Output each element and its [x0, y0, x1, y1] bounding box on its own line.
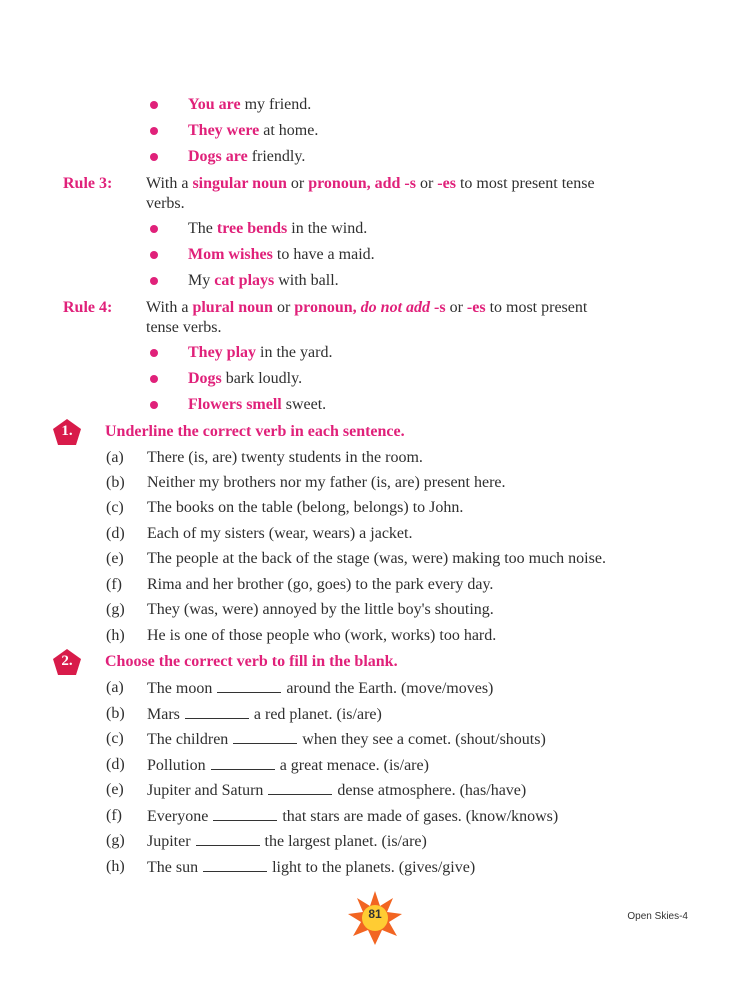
bullet-dot [150, 277, 158, 285]
answer-blank[interactable] [211, 755, 275, 770]
bullet-dot [150, 101, 158, 109]
rule3-label: Rule 3: [63, 175, 113, 192]
exercise1-number: 1. [61, 423, 73, 439]
book-series: Open Skies-4 [627, 911, 688, 922]
rule3-text: With a singular noun or pronoun, add -s or -es to most present tense verbs. [146, 175, 595, 212]
exercise2-number: 2. [61, 653, 73, 669]
bullet-dot [150, 401, 158, 409]
bullet-text: at home. [259, 122, 319, 139]
exercise1-badge [52, 418, 82, 446]
rule4-text: With a plural noun or pronoun, do not add -s or -es to most present tense verbs. [146, 299, 588, 336]
answer-blank[interactable] [185, 704, 249, 719]
exercise1-title: Underline the correct verb in each sentence. [105, 423, 405, 440]
bullet-text: friendly. [247, 148, 306, 165]
exercise2-title: Choose the correct verb to fill in the blank. [105, 653, 398, 670]
bullet-dot [150, 225, 158, 233]
answer-blank[interactable] [233, 729, 297, 744]
answer-blank[interactable] [213, 806, 277, 821]
rule4-label: Rule 4: [63, 299, 113, 316]
bullet-dot [150, 153, 158, 161]
bullet-bold: Dogs are [188, 148, 248, 165]
page-number: 81 [368, 907, 382, 921]
exercise2-badge [52, 648, 82, 676]
answer-blank[interactable] [217, 678, 281, 693]
bullet-bold: They were [188, 122, 260, 139]
bullet-dot [150, 127, 158, 135]
answer-blank[interactable] [196, 831, 260, 846]
bullet-bold: You are [188, 96, 241, 113]
bullet-dot [150, 251, 158, 259]
bullet-text: my friend. [240, 96, 312, 113]
answer-blank[interactable] [268, 780, 332, 795]
bullet-dot [150, 349, 158, 357]
bullet-dot [150, 375, 158, 383]
answer-blank[interactable] [203, 857, 267, 872]
